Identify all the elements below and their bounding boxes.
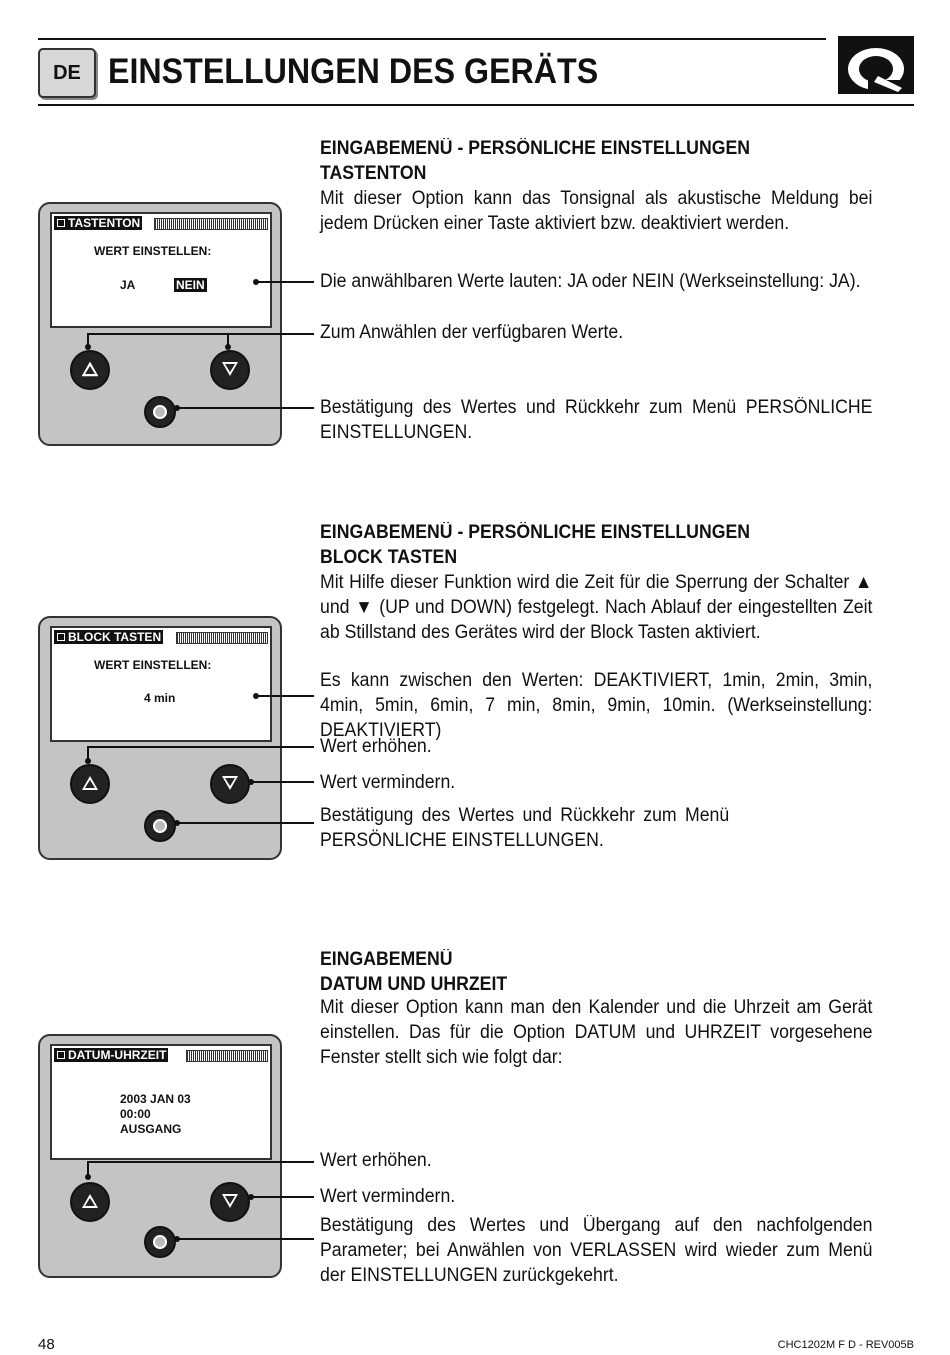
document-code: CHC1202M F D - REV005B [777,1339,914,1351]
callout-line [177,407,314,409]
callout-up: Wert erhöhen. [320,1150,432,1171]
callout-down: Wert vermindern. [320,772,456,793]
down-button[interactable] [210,350,250,390]
screen-title-bar [154,218,268,230]
device-screen [50,1044,272,1160]
up-button[interactable] [70,764,110,804]
header-bottom-rule [38,104,914,106]
callout-arrows: Zum Anwählen der verfügbaren Werte. [320,322,624,343]
down-arrow-icon [221,360,239,378]
device-panel-datum-uhrzeit [38,1034,282,1278]
device-panel-tastenton [38,202,282,446]
callout-line [87,746,314,748]
callout-line [256,695,314,697]
callout-up: Wert erhöhen. [320,736,432,757]
callout-line [251,781,314,783]
heading-option: TASTENTON [320,163,427,184]
up-arrow-icon [81,1192,99,1210]
up-button[interactable] [70,1182,110,1222]
screen-line-time: 00:00 [120,1107,151,1121]
device-screen [50,626,272,742]
section-description: Mit Hilfe dieser Funktion wird die Zeit für die Sperrung der Schalter ▲ und ▼ (UP und DOWN) festgelegt. Nach Ablauf der eingestellten Zeit ab Stillstand des Gerätes wird der Block Tasten aktiviert. [320,572,873,643]
up-arrow-icon [81,774,99,792]
ok-button-icon [153,1235,167,1249]
section-heading [320,520,872,545]
ok-button[interactable] [144,396,176,428]
callout-confirm: Bestätigung des Wertes und Rückkehr zum Menü PERSÖNLICHE EINSTELLUNGEN. [320,397,873,443]
callout-down: Wert vermindern. [320,1186,456,1207]
heading-option: BLOCK TASTEN [320,547,458,568]
callout-line [87,1161,314,1163]
ok-button-icon [153,405,167,419]
ok-button[interactable] [144,1226,176,1258]
up-button[interactable] [70,350,110,390]
page-number: 48 [38,1336,55,1353]
section-description: Mit dieser Option kann das Tonsignal als akustische Meldung bei jedem Drücken einer Taste aktiviert bzw. deaktiviert werden. [320,188,873,234]
screen-value: 4 min [144,691,176,705]
callout-line [227,333,229,346]
callout-line [256,281,314,283]
down-button[interactable] [210,764,250,804]
down-arrow-icon [221,1192,239,1210]
down-button[interactable] [210,1182,250,1222]
screen-line: WERT EINSTELLEN: [94,244,212,258]
callout-line [177,1238,314,1240]
section-subheading [320,972,872,997]
ok-button-icon [153,819,167,833]
callout-confirm: Bestätigung des Wertes und Rückkehr zum Menü PERSÖNLICHE EINSTELLUNGEN. [320,805,730,851]
heading-menu: EINGABEMENÜ - PERSÖNLICHE EINSTELLUNGEN [320,522,751,543]
screen-title-bar [186,1050,268,1062]
callout-line [87,333,89,346]
section-subheading [320,161,872,186]
heading-option: DATUM UND UHRZEIT [320,974,508,995]
screen-line-date: 2003 JAN 03 [120,1092,191,1106]
heading-menu: EINGABEMENÜ - PERSÖNLICHE EINSTELLUNGEN [320,138,751,159]
section-heading [320,136,872,161]
screen-title: BLOCK TASTEN [54,630,163,644]
device-screen [50,212,272,328]
callout-values: Die anwählbaren Werte lauten: JA oder NEIN (Werkseinstellung: JA). [320,271,861,292]
down-arrow-icon [221,774,239,792]
callout-line [87,333,314,335]
ok-button[interactable] [144,810,176,842]
header-top-rule [38,38,826,40]
screen-title: TASTENTON [54,216,142,230]
screen-option-ja: JA [120,278,136,292]
section-description: Mit dieser Option kann man den Kalender und die Uhrzeit am Gerät einstellen. Das für die Option DATUM und UHRZEIT vorgesehene Fenster stellt sich wie folgt dar: [320,997,873,1068]
page-title: EINSTELLUNGEN DES GERÄTS [108,52,599,91]
callout-line [87,1161,89,1175]
language-badge: DE [38,48,96,98]
callout-line [177,822,314,824]
brand-logo-icon [838,36,914,94]
section-subheading [320,545,872,570]
callout-line [251,1196,314,1198]
screen-line: WERT EINSTELLEN: [94,658,212,672]
heading-menu: EINGABEMENÜ [320,949,453,970]
up-arrow-icon [81,360,99,378]
screen-title-bar [176,632,268,644]
callout-line [87,746,89,759]
callout-confirm: Bestätigung des Wertes und Übergang auf den nachfolgenden Parameter; bei Anwählen von VERLASSEN wird wieder zum Menü der EINSTELLUNGEN zurückgekehrt. [320,1215,873,1286]
screen-line-exit: AUSGANG [120,1122,182,1136]
section-heading [320,947,872,972]
screen-title: DATUM-UHRZEIT [54,1048,168,1062]
screen-option-nein: NEIN [176,278,205,292]
callout-values: Es kann zwischen den Werten: DEAKTIVIERT, 1min, 2min, 3min, 4min, 5min, 6min, 7 min, 8min, 9min, 10min. (Werkseinstellung: DEAKTIVIERT) [320,670,873,741]
